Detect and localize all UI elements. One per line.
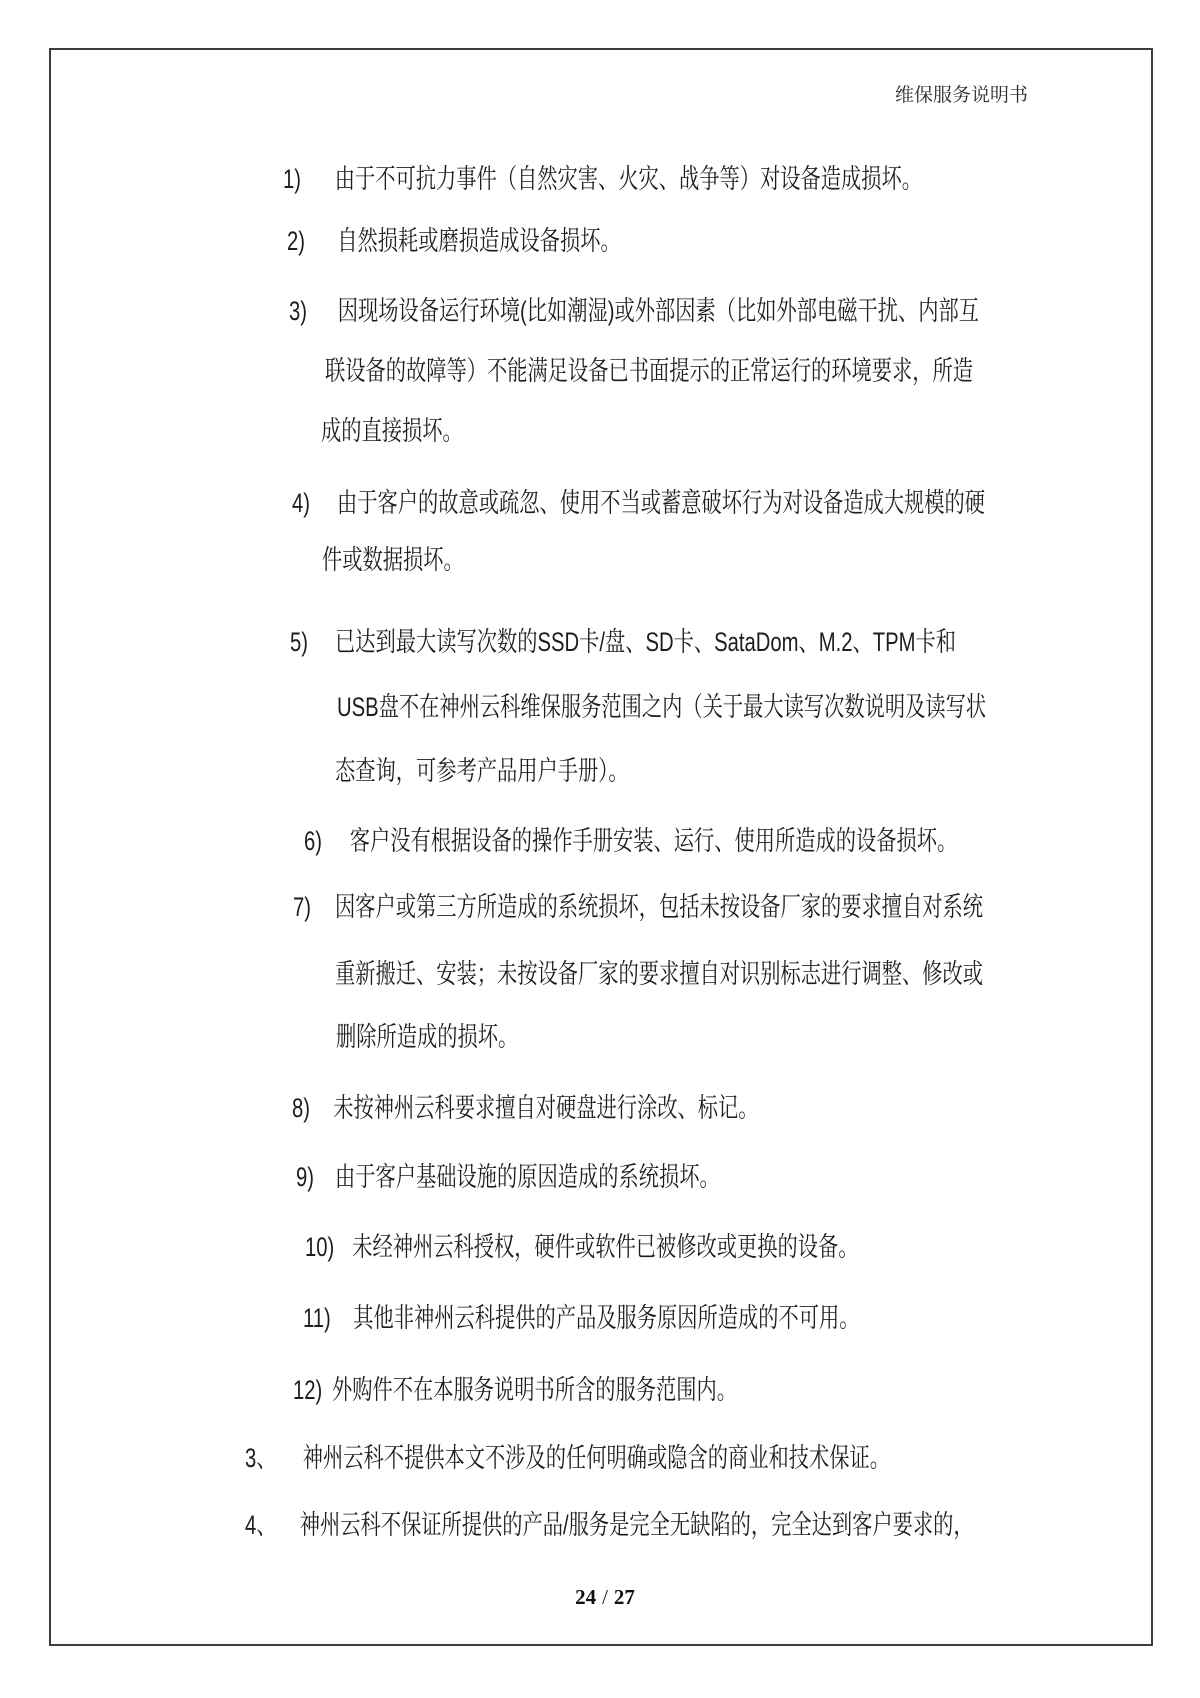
list-item-text: 客户没有根据设备的操作手册安装、运行、使用所造成的设备损坏。 bbox=[349, 826, 958, 856]
list-item bbox=[283, 162, 922, 196]
list-item bbox=[287, 224, 621, 258]
list-item-text: 已达到最大读写次数的SSD卡/盘、SD卡、SataDom、M.2、TPM卡和 bbox=[335, 627, 957, 657]
list-item-text: 神州云科不提供本文不涉及的任何明确或隐含的商业和技术保证。 bbox=[302, 1443, 890, 1473]
main-list-item bbox=[245, 1508, 974, 1542]
list-item-number: 10) bbox=[305, 1232, 335, 1262]
list-item-text: 由于不可抗力事件（自然灾害、火灾、战争等）对设备造成损坏。 bbox=[334, 164, 922, 194]
list-item-number: 9) bbox=[296, 1162, 315, 1192]
page-number-total: 27 bbox=[613, 1585, 635, 1609]
list-item-text: 未按神州云科要求擅自对硬盘进行涂改、标记。 bbox=[333, 1093, 759, 1123]
list-item bbox=[292, 486, 985, 520]
main-list-item bbox=[245, 1441, 890, 1475]
list-item-text: 因现场设备运行环境(比如潮湿)或外部因素（比如外部电磁干扰、内部互 bbox=[337, 296, 979, 326]
list-item-text: 未经神州云科授权，硬件或软件已被修改或更换的设备。 bbox=[352, 1232, 859, 1262]
page-number bbox=[540, 1583, 670, 1611]
list-item bbox=[296, 1160, 720, 1194]
list-item-text: 由于客户基础设施的原因造成的系统损坏。 bbox=[335, 1162, 720, 1192]
page-number-separator: / bbox=[602, 1585, 608, 1609]
list-item bbox=[289, 294, 979, 328]
list-item-text: 外购件不在本服务说明书所含的服务范围内。 bbox=[332, 1375, 737, 1405]
page-header-title: 维保服务说明书 bbox=[894, 85, 1028, 106]
list-item-number: 1) bbox=[283, 164, 302, 194]
list-item-continuation: 成的直接损坏。 bbox=[321, 416, 463, 446]
list-item-continuation: USB盘不在神州云科维保服务范围之内（关于最大读写次数说明及读写状 bbox=[337, 692, 987, 722]
list-item-number: 6) bbox=[304, 826, 323, 856]
list-item-continuation: 件或数据损坏。 bbox=[322, 545, 464, 575]
list-item-number: 7) bbox=[293, 892, 312, 922]
list-item-continuation: 重新搬迁、安装；未按设备厂家的要求擅自对识别标志进行调整、修改或 bbox=[335, 959, 983, 989]
list-item-text: 其他非神州云科提供的产品及服务原因所造成的不可用。 bbox=[353, 1303, 860, 1333]
list-item-number: 11) bbox=[303, 1303, 331, 1333]
list-item bbox=[305, 1230, 859, 1264]
list-item-number: 2) bbox=[287, 226, 306, 256]
list-item-number: 12) bbox=[293, 1375, 323, 1405]
list-item-text: 神州云科不保证所提供的产品/服务是完全无缺陷的，完全达到客户要求的， bbox=[299, 1510, 974, 1540]
list-item-number: 4、 bbox=[245, 1510, 277, 1540]
list-item-text: 自然损耗或磨损造成设备损坏。 bbox=[337, 226, 621, 256]
list-item-continuation: 态查询，可参考产品用户手册）。 bbox=[335, 756, 629, 786]
list-item bbox=[290, 625, 956, 659]
list-item-number: 3、 bbox=[245, 1443, 277, 1473]
list-item bbox=[293, 1373, 737, 1407]
list-item-number: 3) bbox=[289, 296, 308, 326]
list-item-number: 8) bbox=[292, 1093, 311, 1123]
list-item bbox=[293, 890, 983, 924]
list-item-number: 5) bbox=[290, 627, 309, 657]
list-item-continuation: 联设备的故障等）不能满足设备已书面提示的正常运行的环境要求，所造 bbox=[325, 356, 973, 386]
list-item-continuation: 删除所造成的损坏。 bbox=[336, 1022, 519, 1052]
list-item-text: 因客户或第三方所造成的系统损坏，包括未按设备厂家的要求擅自对系统 bbox=[335, 892, 983, 922]
list-item-text: 由于客户的故意或疏忽、使用不当或蓄意破坏行为对设备造成大规模的硬 bbox=[337, 488, 985, 518]
list-item bbox=[292, 1091, 759, 1125]
list-item-number: 4) bbox=[292, 488, 311, 518]
page-number-current: 24 bbox=[575, 1585, 597, 1609]
list-item bbox=[303, 1301, 860, 1335]
list-item bbox=[304, 824, 957, 858]
